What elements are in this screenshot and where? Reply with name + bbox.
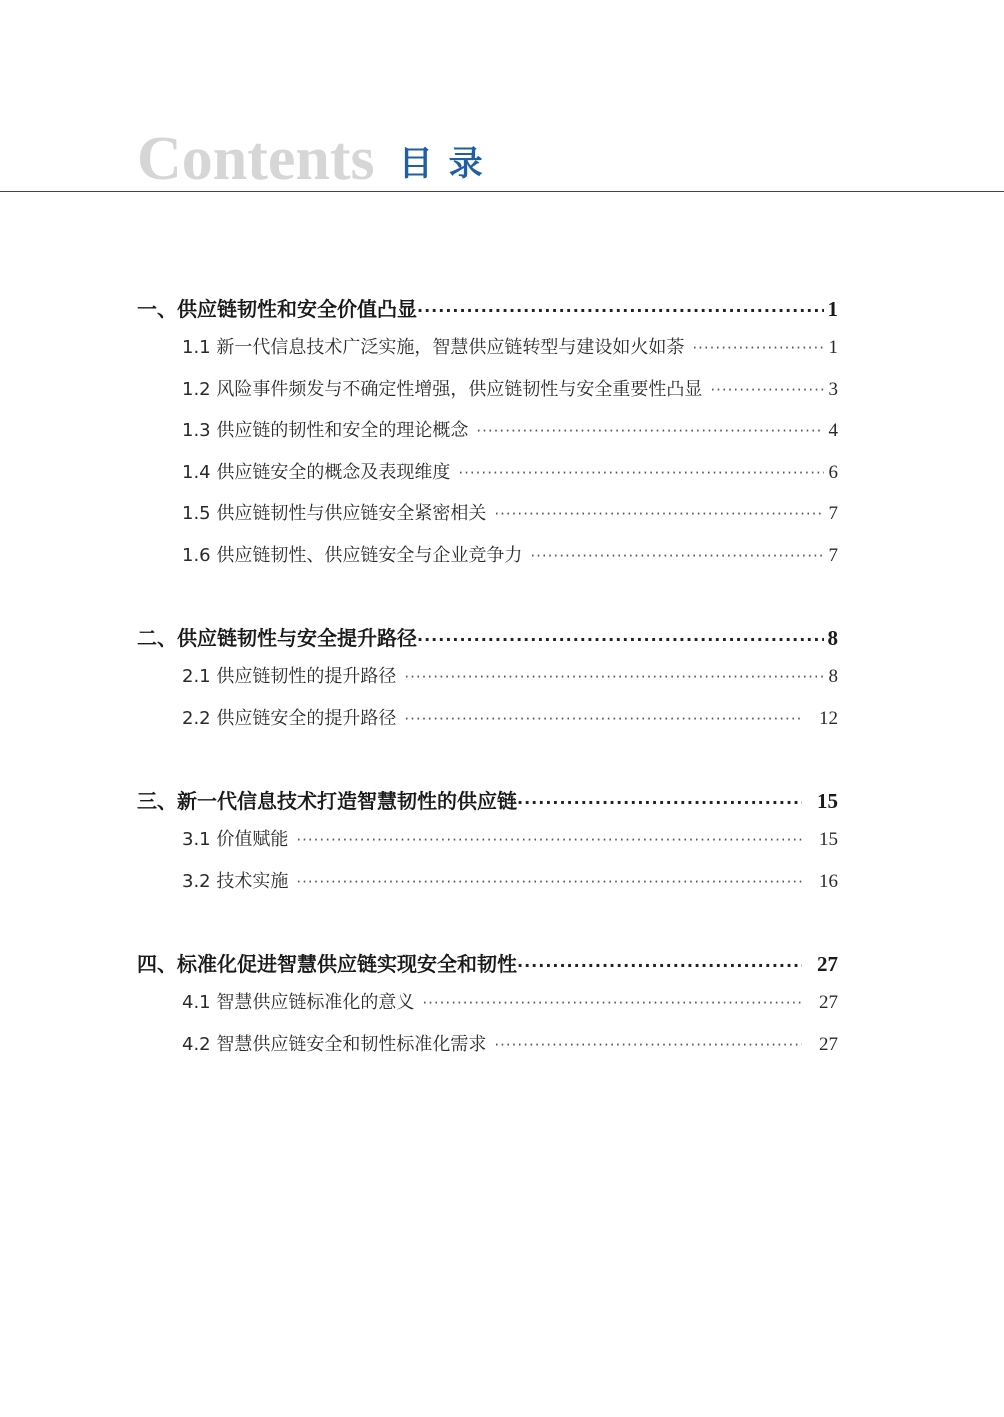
chapter-title: 三、新一代信息技术打造智慧韧性的供应链	[137, 789, 517, 813]
subsection-title: 2.2 供应链安全的提升路径	[182, 707, 397, 729]
dot-leader	[517, 793, 802, 812]
table-of-contents	[137, 293, 838, 1111]
page-number: 15	[817, 789, 838, 813]
toc-section-4	[137, 948, 838, 1071]
page-number: 8	[827, 626, 838, 650]
contents-title-english: Contents	[137, 125, 375, 193]
subsection-title: 1.4 供应链安全的概念及表现维度	[182, 461, 451, 483]
toc-subsection-entry[interactable]	[137, 541, 838, 583]
page-number: 7	[828, 503, 838, 524]
toc-subsection-entry[interactable]	[137, 704, 838, 746]
dot-leader	[296, 873, 802, 891]
dot-leader	[710, 381, 824, 399]
subsection-title: 4.1 智慧供应链标准化的意义	[182, 992, 415, 1013]
toc-chapter-entry[interactable]	[137, 293, 838, 333]
dot-leader	[517, 956, 802, 975]
page-number: 7	[828, 544, 838, 566]
page-number: 12	[819, 707, 838, 729]
toc-subsection-entry[interactable]	[137, 1030, 838, 1072]
toc-section-1	[137, 293, 838, 582]
page-number: 27	[817, 952, 838, 976]
toc-subsection-entry[interactable]	[137, 499, 838, 541]
chapter-title: 一、供应链韧性和安全价值凸显	[137, 297, 417, 321]
dot-leader	[417, 630, 824, 649]
dot-leader	[494, 505, 824, 523]
dot-leader	[494, 1036, 802, 1054]
subsection-title: 3.1 价值赋能	[182, 829, 289, 850]
subsection-title: 1.5 供应链韧性与供应链安全紧密相关	[182, 503, 487, 524]
toc-subsection-entry[interactable]	[137, 333, 838, 375]
toc-subsection-entry[interactable]	[137, 988, 838, 1030]
dot-leader	[296, 831, 802, 849]
chapter-title: 二、供应链韧性与安全提升路径	[137, 626, 417, 650]
subsection-title: 1.3 供应链的韧性和安全的理论概念	[182, 420, 469, 441]
page-number: 27	[819, 992, 838, 1013]
toc-subsection-entry[interactable]	[137, 662, 838, 704]
page-number: 3	[828, 378, 838, 400]
toc-subsection-entry[interactable]	[137, 416, 838, 458]
toc-chapter-entry[interactable]	[137, 948, 838, 988]
toc-chapter-entry[interactable]	[137, 785, 838, 825]
dot-leader	[530, 547, 824, 565]
subsection-title: 1.1 新一代信息技术广泛实施，智慧供应链转型与建设如火如荼	[182, 337, 685, 358]
page-number: 15	[819, 829, 838, 850]
toc-chapter-entry[interactable]	[137, 622, 838, 662]
dot-leader	[458, 464, 824, 482]
subsection-title: 2.1 供应链韧性的提升路径	[182, 666, 397, 687]
header-divider	[0, 191, 1004, 192]
page-number: 16	[819, 870, 838, 892]
subsection-title: 4.2 智慧供应链安全和韧性标准化需求	[182, 1033, 487, 1055]
contents-title-chinese: 目录	[398, 144, 499, 184]
subsection-title: 1.6 供应链韧性、供应链安全与企业竞争力	[182, 544, 523, 566]
dot-leader	[404, 668, 824, 686]
page-number: 8	[828, 666, 838, 687]
toc-header	[137, 124, 499, 193]
page-number: 1	[827, 297, 838, 321]
page-number: 1	[828, 337, 838, 358]
toc-subsection-entry[interactable]	[137, 375, 838, 417]
chapter-title: 四、标准化促进智慧供应链实现安全和韧性	[137, 952, 517, 976]
subsection-title: 3.2 技术实施	[182, 870, 289, 892]
subsection-title: 1.2 风险事件频发与不确定性增强，供应链韧性与安全重要性凸显	[182, 378, 703, 400]
dot-leader	[404, 710, 802, 728]
page-number: 27	[819, 1033, 838, 1055]
toc-subsection-entry[interactable]	[137, 458, 838, 500]
toc-subsection-entry[interactable]	[137, 867, 838, 909]
toc-section-2	[137, 622, 838, 745]
page-number: 4	[828, 420, 838, 441]
dot-leader	[422, 994, 802, 1012]
toc-section-3	[137, 785, 838, 908]
page-number: 6	[828, 461, 838, 483]
dot-leader	[692, 339, 824, 357]
toc-subsection-entry[interactable]	[137, 825, 838, 867]
dot-leader	[417, 301, 824, 320]
dot-leader	[476, 422, 824, 440]
